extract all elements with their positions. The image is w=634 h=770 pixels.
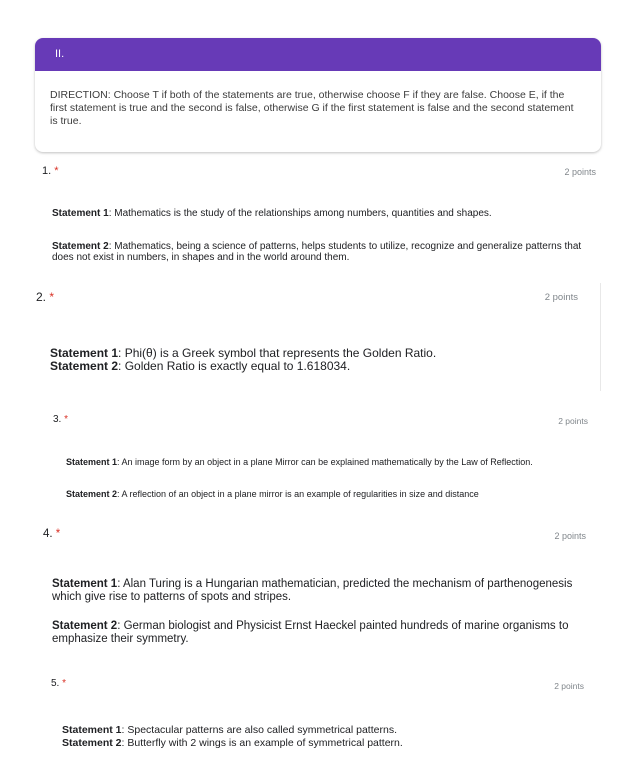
question-5-title <box>51 678 66 689</box>
statement-text: : Spectacular patterns are also called symmetrical patterns. <box>121 724 397 736</box>
question-1-title <box>42 165 59 177</box>
required-asterisk: * <box>54 165 59 177</box>
question-1-statement-1 <box>52 208 582 219</box>
section-card <box>35 38 601 152</box>
question-number: 4. <box>43 528 53 540</box>
statement-label: Statement 2 <box>62 737 122 749</box>
question-2-title <box>36 290 54 304</box>
statement-label: Statement 2 <box>52 241 109 252</box>
statement-text: : Mathematics, being a science of patterns, helps students to utilize, recognize and generalize patterns that does not exist in numbers, in shapes and in the world around them. <box>52 241 582 263</box>
question-number: 5. <box>51 678 60 689</box>
statement-text: : Butterfly with 2 wings is an example of symmetrical pattern. <box>121 737 403 749</box>
required-asterisk: * <box>62 678 67 689</box>
question-5-statement-1 <box>62 724 597 736</box>
statement-label: Statement 2 <box>50 359 119 373</box>
statement-text: : Phi(θ) is a Greek symbol that represents the Golden Ratio. <box>118 346 437 360</box>
statement-label: Statement 1 <box>52 578 118 590</box>
question-5-statement-2 <box>62 737 597 749</box>
question-1-statement-2 <box>52 241 582 263</box>
question-3-title <box>53 414 68 425</box>
statement-text: : Alan Turing is a Hungarian mathematician, predicted the mechanism of parthenogenesis which give rise to patterns of spots and stripes. <box>52 578 573 603</box>
statement-text: : A reflection of an object in a plane mirror is an example of regularities in size and distance <box>117 489 479 499</box>
question-4-title <box>43 528 60 540</box>
question-4-statement-1 <box>52 578 587 604</box>
question-number: 1. <box>42 165 52 177</box>
statement-text: : Golden Ratio is exactly equal to 1.618034. <box>118 359 351 373</box>
question-2-points: 2 points <box>544 292 578 303</box>
question-number: 2. <box>36 290 47 304</box>
statement-text: : An image form by an object in a plane Mirror can be explained mathematically by the Law of Reflection. <box>117 457 533 467</box>
question-1-points: 2 points <box>564 167 596 177</box>
statement-label: Statement 2 <box>66 489 118 499</box>
statement-label: Statement 2 <box>52 620 118 632</box>
statement-label: Statement 1 <box>66 457 118 467</box>
question-2-statement-2 <box>50 360 590 373</box>
statement-text: : Mathematics is the study of the relationships among numbers, quantities and shapes. <box>108 208 492 219</box>
required-asterisk: * <box>55 528 61 540</box>
required-asterisk: * <box>49 290 55 304</box>
question-3-points: 2 points <box>558 416 588 426</box>
question-4-points: 2 points <box>554 531 586 541</box>
question-5-points: 2 points <box>554 681 584 691</box>
statement-label: Statement 1 <box>50 346 119 360</box>
statement-text: : German biologist and Physicist Ernst Haeckel painted hundreds of marine organisms to emphasize their symmetry. <box>52 620 569 645</box>
section-header <box>35 38 601 71</box>
section-direction: DIRECTION: Choose T if both of the statements are true, otherwise choose F if they are false. Choose E, if the first statement is true and the second is false, otherwise G if the first statement is false and the second statement is true. <box>50 89 574 127</box>
required-asterisk: * <box>64 414 69 425</box>
question-number: 3. <box>53 414 62 425</box>
card-edge-divider <box>600 283 601 391</box>
statement-label: Statement 1 <box>62 724 122 736</box>
question-3-statement-1 <box>66 457 581 467</box>
question-3-statement-2 <box>66 489 581 499</box>
statement-label: Statement 1 <box>52 208 109 219</box>
section-number: II. <box>55 48 65 60</box>
question-4-statement-2 <box>52 620 587 646</box>
